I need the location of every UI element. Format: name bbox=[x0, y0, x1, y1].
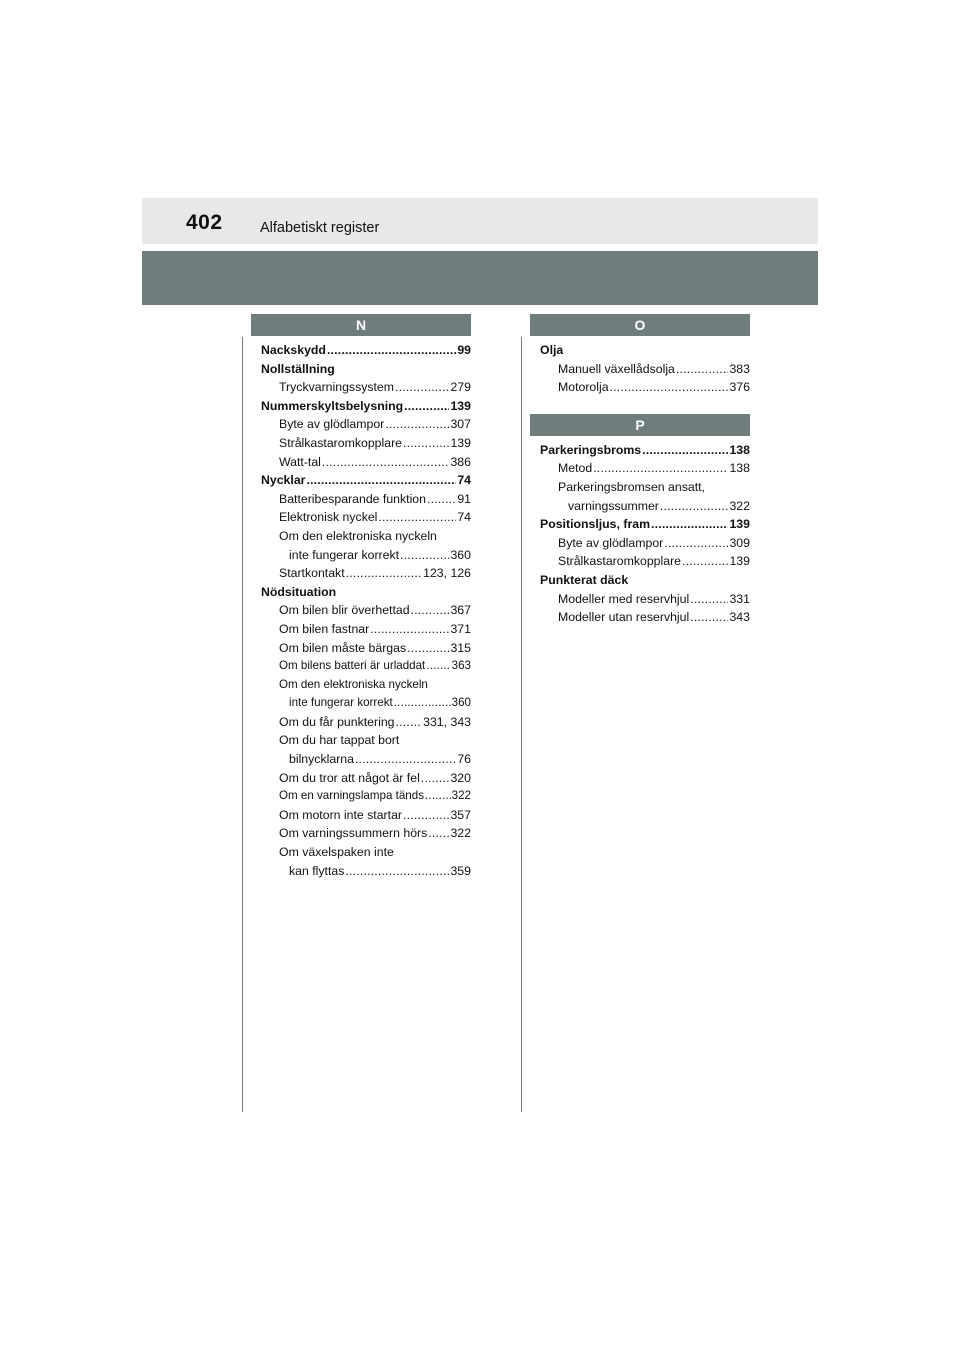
dot-leader bbox=[327, 341, 456, 360]
column-divider-right bbox=[521, 337, 522, 1112]
page-reference: 139 bbox=[450, 398, 471, 413]
dot-leader bbox=[676, 360, 729, 379]
index-term: Motorolja bbox=[558, 380, 609, 395]
dot-leader bbox=[682, 552, 728, 571]
index-term: Om du har tappat bort bbox=[279, 733, 400, 748]
index-entry bbox=[540, 608, 750, 627]
page-number: 402 bbox=[186, 211, 223, 234]
index-column-right bbox=[530, 314, 750, 627]
dot-leader bbox=[660, 497, 729, 516]
index-entry bbox=[540, 478, 750, 497]
index-term: Strålkastaromkopplare bbox=[558, 554, 682, 569]
dot-leader bbox=[690, 608, 728, 627]
page-reference: 315 bbox=[450, 640, 471, 655]
index-term: Nackskydd bbox=[261, 343, 326, 357]
index-entry bbox=[261, 694, 471, 713]
page-reference: 322 bbox=[451, 789, 471, 803]
index-term: Modeller utan reservhjul bbox=[558, 610, 690, 625]
page-reference: 91 bbox=[457, 491, 471, 506]
index-entry bbox=[540, 459, 750, 478]
dot-leader bbox=[664, 534, 728, 553]
index-entry bbox=[540, 441, 750, 460]
index-column-left bbox=[251, 314, 471, 880]
index-entry bbox=[261, 601, 471, 620]
index-term: Nollställning bbox=[261, 361, 335, 376]
index-entry bbox=[261, 862, 471, 881]
dot-leader bbox=[395, 378, 449, 397]
index-entry bbox=[261, 415, 471, 434]
index-entry-list bbox=[251, 341, 471, 880]
index-term: Om växelspaken inte bbox=[279, 845, 394, 860]
index-entry bbox=[261, 546, 471, 565]
index-term: Parkeringsbromsen ansatt, bbox=[558, 479, 705, 494]
page-reference: 309 bbox=[729, 535, 750, 550]
index-entry bbox=[261, 787, 471, 806]
page-reference: 320 bbox=[450, 770, 471, 785]
header-band bbox=[142, 251, 818, 305]
page-reference: 139 bbox=[729, 554, 750, 569]
dot-leader bbox=[378, 508, 456, 527]
index-term: inte fungerar korrekt bbox=[289, 547, 400, 562]
dot-leader bbox=[345, 862, 449, 881]
page-reference: 360 bbox=[451, 696, 471, 710]
index-entry bbox=[540, 534, 750, 553]
index-term: Watt-tal bbox=[279, 454, 321, 469]
index-entry bbox=[261, 769, 471, 788]
page-reference: 138 bbox=[729, 442, 750, 457]
dot-leader bbox=[610, 378, 729, 397]
page-reference: 139 bbox=[450, 435, 471, 450]
index-entry bbox=[261, 360, 471, 379]
index-term: Manuell växellådsolja bbox=[558, 361, 675, 376]
index-term: Om varningssummern hörs bbox=[279, 826, 428, 841]
index-term: Om den elektroniska nyckeln bbox=[279, 528, 437, 543]
column-divider-left bbox=[242, 337, 243, 1112]
index-term: Byte av glödlampor bbox=[558, 535, 664, 550]
index-entry bbox=[540, 341, 750, 360]
page-reference: 279 bbox=[450, 380, 471, 395]
index-term: Om motorn inte startar bbox=[279, 807, 403, 822]
section-title: Alfabetiskt register bbox=[260, 220, 380, 236]
index-entry bbox=[261, 564, 471, 583]
dot-leader bbox=[428, 824, 449, 843]
dot-leader bbox=[427, 490, 456, 509]
page-reference: 376 bbox=[729, 380, 750, 395]
index-letter-heading: P bbox=[530, 414, 750, 436]
dot-leader bbox=[426, 657, 450, 676]
page-reference: 139 bbox=[729, 517, 750, 532]
page-reference: 371 bbox=[450, 621, 471, 636]
index-term: Nödsituation bbox=[261, 584, 337, 599]
dot-leader bbox=[404, 397, 449, 416]
dot-leader bbox=[370, 620, 449, 639]
page-reference: 307 bbox=[450, 417, 471, 432]
index-entry bbox=[540, 360, 750, 379]
page-reference: 359 bbox=[450, 863, 471, 878]
dot-leader bbox=[403, 434, 449, 453]
index-entry bbox=[540, 497, 750, 516]
index-term: Positionsljus, fram bbox=[540, 517, 651, 532]
index-term: Byte av glödlampor bbox=[279, 417, 385, 432]
index-letter-heading: O bbox=[530, 314, 750, 336]
index-term: Olja bbox=[540, 343, 564, 357]
index-term: Om bilen måste bärgas bbox=[279, 640, 407, 655]
page-reference: 123, 126 bbox=[423, 566, 471, 581]
index-entry bbox=[261, 657, 471, 676]
index-entry bbox=[261, 508, 471, 527]
page-reference: 331, 343 bbox=[423, 714, 471, 729]
page-reference: 367 bbox=[450, 603, 471, 618]
index-term: Elektronisk nyckel bbox=[279, 510, 378, 525]
page-reference: 74 bbox=[457, 473, 471, 488]
index-entry bbox=[261, 434, 471, 453]
index-term: varningssummer bbox=[568, 498, 659, 513]
index-term: Om den elektroniska nyckeln bbox=[279, 677, 428, 691]
dot-leader bbox=[355, 750, 456, 769]
dot-leader bbox=[306, 471, 456, 490]
index-entry bbox=[261, 378, 471, 397]
index-term: Tryckvarningssystem bbox=[279, 380, 395, 395]
index-entry bbox=[261, 397, 471, 416]
dot-leader bbox=[411, 601, 450, 620]
index-term: Om du tror att något är fel bbox=[279, 770, 420, 785]
index-entry bbox=[261, 639, 471, 658]
index-term: Punkterat däck bbox=[540, 572, 629, 587]
page-reference: 99 bbox=[457, 343, 471, 357]
dot-leader bbox=[407, 639, 449, 658]
index-entry bbox=[540, 590, 750, 609]
index-entry bbox=[261, 731, 471, 750]
index-term: Om bilens batteri är urladdat bbox=[279, 659, 426, 673]
index-entry bbox=[261, 713, 471, 732]
index-term: Strålkastaromkopplare bbox=[279, 435, 403, 450]
index-term: Om bilen fastnar bbox=[279, 621, 370, 636]
page-reference: 363 bbox=[451, 659, 471, 673]
page-reference: 343 bbox=[729, 610, 750, 625]
dot-leader bbox=[396, 713, 423, 732]
index-entry-list bbox=[530, 441, 750, 627]
dot-leader bbox=[400, 546, 449, 565]
index-entry bbox=[540, 378, 750, 397]
dot-leader bbox=[425, 787, 451, 806]
index-term: Om en varningslampa tänds bbox=[279, 789, 424, 803]
index-term: Parkeringsbroms bbox=[540, 442, 642, 457]
page-reference: 76 bbox=[457, 752, 471, 767]
page-reference: 360 bbox=[450, 547, 471, 562]
index-term: Metod bbox=[558, 461, 593, 476]
index-entry bbox=[540, 515, 750, 534]
page-reference: 383 bbox=[729, 361, 750, 376]
index-term: Startkontakt bbox=[279, 566, 345, 581]
dot-leader bbox=[651, 515, 728, 534]
dot-leader bbox=[593, 459, 728, 478]
index-term: Om du får punktering bbox=[279, 714, 395, 729]
index-entry bbox=[261, 620, 471, 639]
dot-leader bbox=[385, 415, 449, 434]
index-entry bbox=[261, 341, 471, 360]
dot-leader bbox=[322, 453, 450, 472]
dot-leader bbox=[346, 564, 423, 583]
dot-leader bbox=[394, 694, 451, 713]
index-term: inte fungerar korrekt bbox=[289, 696, 393, 710]
index-entry bbox=[540, 571, 750, 590]
page-header bbox=[142, 198, 818, 244]
dot-leader bbox=[690, 590, 728, 609]
index-term: Modeller med reservhjul bbox=[558, 591, 690, 606]
index-term: Nycklar bbox=[261, 473, 306, 488]
page-reference: 322 bbox=[450, 826, 471, 841]
section-gap bbox=[530, 397, 750, 414]
dot-leader bbox=[421, 769, 450, 788]
dot-leader bbox=[403, 806, 449, 825]
page-reference: 357 bbox=[450, 807, 471, 822]
index-entry bbox=[540, 552, 750, 571]
index-term: bilnycklarna bbox=[289, 752, 354, 767]
index-entry bbox=[261, 676, 471, 695]
index-entry bbox=[261, 471, 471, 490]
page-reference: 138 bbox=[729, 461, 750, 476]
index-entry bbox=[261, 490, 471, 509]
index-entry bbox=[261, 583, 471, 602]
page-reference: 386 bbox=[450, 454, 471, 469]
index-entry bbox=[261, 527, 471, 546]
index-term: Om bilen blir överhettad bbox=[279, 603, 410, 618]
page-reference: 74 bbox=[457, 510, 471, 525]
index-term: kan flyttas bbox=[289, 863, 345, 878]
dot-leader bbox=[642, 441, 728, 460]
page-reference: 322 bbox=[729, 498, 750, 513]
index-term: Batteribesparande funktion bbox=[279, 491, 426, 506]
index-term: Nummerskyltsbelysning bbox=[261, 398, 404, 413]
index-entry-list bbox=[530, 341, 750, 397]
index-letter-heading: N bbox=[251, 314, 471, 336]
index-entry bbox=[261, 843, 471, 862]
page-reference: 331 bbox=[729, 591, 750, 606]
index-entry bbox=[261, 806, 471, 825]
index-entry bbox=[261, 453, 471, 472]
index-entry bbox=[261, 750, 471, 769]
index-entry bbox=[261, 824, 471, 843]
